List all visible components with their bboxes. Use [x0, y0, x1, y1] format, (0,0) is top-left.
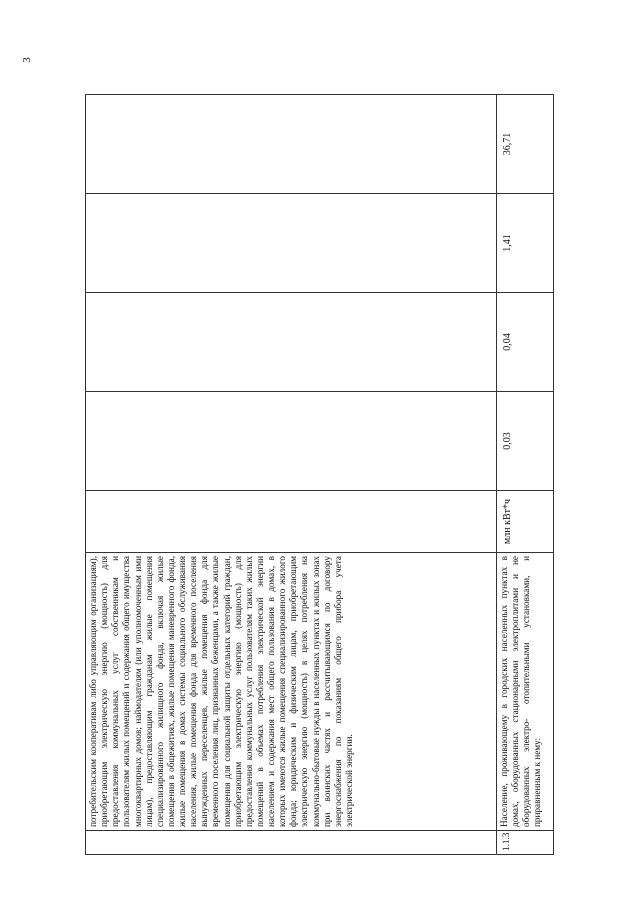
table-row [86, 95, 497, 855]
row-value [86, 194, 497, 293]
row-description: потребительским кооперативам либо управляющим организациям), приобретающим электрическую энергию (мощность) для предоставления коммунальных услуг собственникам и пользователям жилых помещений и содержания общего имущества многоквартирных домов; наймодателям (или уполномоченным ими лицам), предоставляющим гражданам жилые помещения специализированного жилищного фонда, включая жилые помещения в общежитиях, жилые помещения маневренного фонда, жилые помещения в домах системы социального обслуживания населения, жилые помещения фонда для временного поселения вынужденных переселенцев, жилые помещения фонда для временного поселения лиц, признанных беженцами, а также жилые помещения для социальной защиты отдельных категорий граждан, приобретающим электрическую энергию (мощность) для предоставления коммунальных услуг пользователям таких жилых помещений в объемах потребления электрической энергии населением и содержания мест общего пользования в домах, в которых имеются жилые помещения специализированного жилого фонда; юридическим и физическим лицам, приобретающим электрическую энергию (мощность) в целях потребления на коммунально-бытовые нужды в населенных пунктах и жилых зонах при воинских частях и рассчитывающимся по договору энергоснабжения по показаниям общего прибора учета электрической энергии. [86, 553, 497, 831]
row-unit [86, 491, 497, 553]
row-unit: млн кВт*ч [497, 491, 554, 553]
row-value [86, 392, 497, 491]
row-value: 1,41 [497, 194, 554, 293]
row-value: 0,03 [497, 392, 554, 491]
row-value [86, 95, 497, 194]
row-number: 1.1.3 [497, 831, 554, 855]
row-value [86, 293, 497, 392]
row-description: Население, проживающему в городских населенных пунктах в домах, оборудованных стационарными электроплитами и не оборудованных электро- отопительными установками, и приравненным к нему: [497, 553, 554, 831]
row-value: 36,71 [497, 95, 554, 194]
data-table [85, 94, 554, 855]
table-row [497, 95, 554, 855]
row-value: 0,04 [497, 293, 554, 392]
rotated-table-wrapper [85, 95, 543, 855]
page-number: 3 [20, 57, 33, 63]
row-number [86, 831, 497, 855]
